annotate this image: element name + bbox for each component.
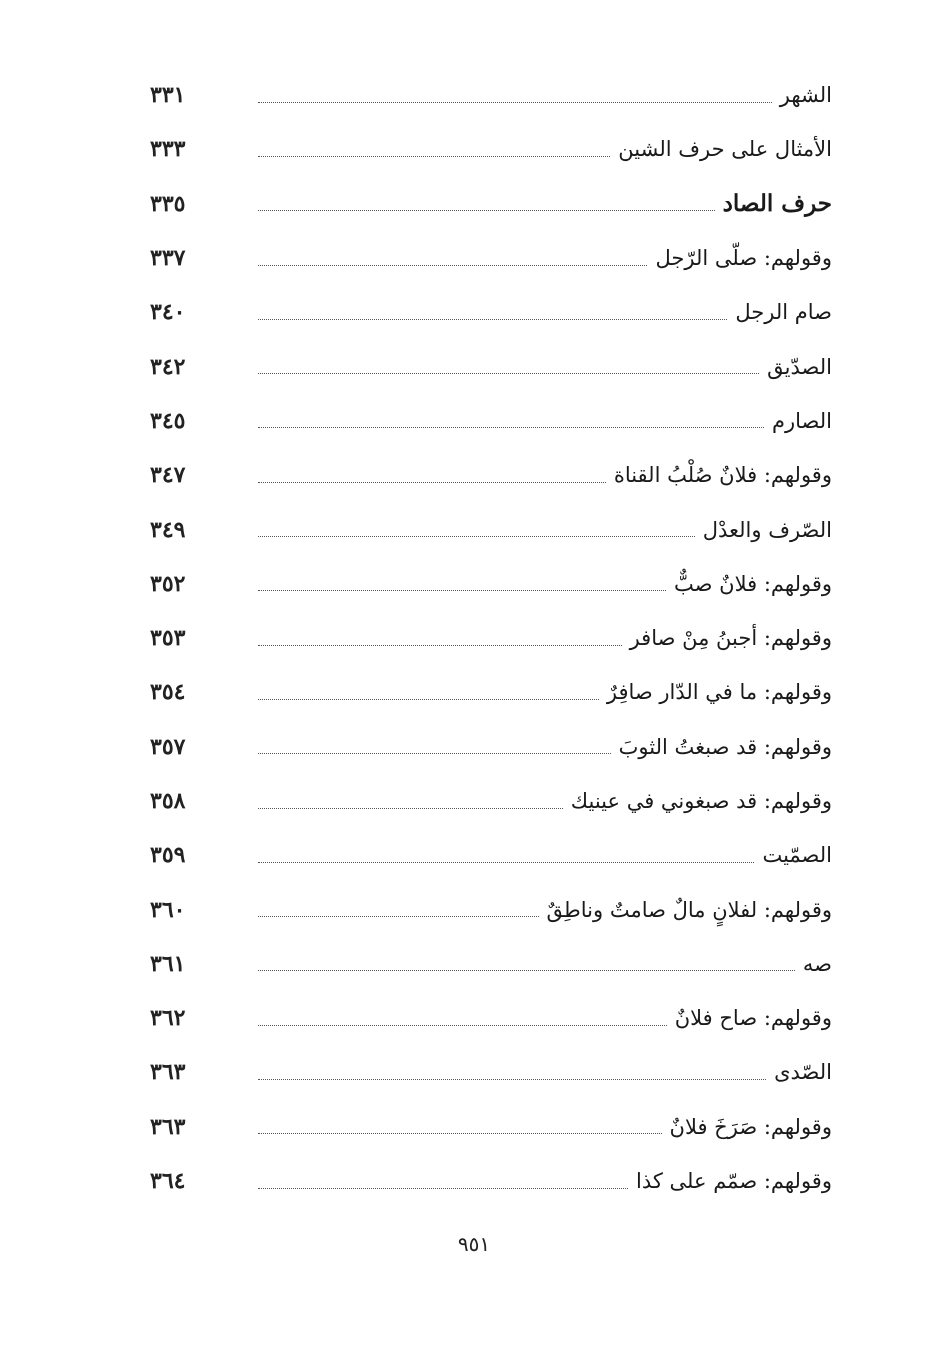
toc-entry-title: الصدّيق [767,354,832,379]
page-number: ٩٥١ [457,1232,491,1256]
table-of-contents [150,68,832,1208]
dot-leader [258,916,539,917]
toc-entry-title: وقولهم: صمّم على كذا [636,1169,832,1194]
toc-entry-title: وقولهم: فلانٌ صبٌّ [674,571,832,596]
toc-entry-row [150,339,832,393]
toc-entry-title: صام الرجل [735,300,832,325]
dot-leader [258,482,606,483]
toc-page-number: ٣٦٣ [150,1059,186,1086]
toc-entry-title: الصّدى [774,1060,832,1085]
toc-section-heading-row [150,177,832,231]
toc-entry-row [150,394,832,448]
dot-leader [258,1079,766,1080]
toc-entry-row [150,448,832,502]
toc-entry-row [150,502,832,556]
dot-leader [258,427,764,428]
toc-entry-row [150,720,832,774]
toc-page-number: ٣٤٠ [150,299,186,326]
toc-page-number: ٣٦٤ [150,1168,186,1195]
toc-page-number: ٣٣١ [150,82,186,109]
dot-leader [258,536,695,537]
toc-entry-title: الصارم [772,408,832,433]
toc-entry-row [150,937,832,991]
toc-entry-title: وقولهم: قد صبغوني في عينيك [570,789,832,813]
toc-entry-title: وقولهم: صلّى الرّجل [655,246,832,271]
toc-entry-row [150,1045,832,1099]
dot-leader [258,970,795,971]
toc-entry-row [150,557,832,611]
toc-entry-title: وقولهم: لفلانٍ مالٌ صامتٌ وناطِقٌ [546,897,832,922]
dot-leader [258,753,611,754]
toc-entry-row [150,122,832,176]
dot-leader [258,1025,667,1026]
dot-leader [258,156,610,157]
toc-entry-title: وقولهم: فلانٌ صُلْبُ القناة [613,463,832,488]
toc-page-number: ٣٤٢ [150,353,186,380]
toc-entry-title: الأمثال على حرف الشين [618,137,832,162]
toc-page-number: ٣٤٥ [150,407,186,434]
dot-leader [258,265,647,266]
toc-entry-row [150,285,832,339]
toc-page-number: ٣٣٣ [150,136,186,163]
toc-entry-row [150,231,832,285]
toc-entry-row [150,611,832,665]
toc-page-number: ٣٥٢ [150,570,186,597]
toc-page-number: ٣٦١ [150,950,186,977]
toc-page-number: ٣٤٩ [150,516,186,543]
toc-page-number: ٣٤٧ [150,462,186,489]
toc-entry-row [150,1100,832,1154]
toc-page-number: ٣٥٨ [150,788,186,814]
toc-page-number: ٣٣٧ [150,245,186,272]
toc-entry-title: الصّرف والعدْل [702,517,832,542]
toc-page-number: ٣٦٣ [150,1113,186,1140]
toc-page-number: ٣٥٤ [150,679,186,706]
toc-entry-row [150,828,832,882]
dot-leader [258,373,759,374]
dot-leader [258,862,754,863]
dot-leader [258,102,772,103]
toc-entry-title: وقولهم: صَرَخَ فلانٌ [669,1114,832,1139]
toc-page-number: ٣٥٣ [150,625,186,652]
toc-page-number: ٣٥٧ [150,733,186,760]
toc-entry-title: وقولهم: صاح فلانٌ [674,1006,832,1031]
toc-entry-row [150,665,832,719]
toc-entry-row [150,991,832,1045]
toc-entry-title: صه [802,951,832,976]
toc-entry-row [150,1154,832,1208]
dot-leader [258,1188,628,1189]
toc-entry-row [150,882,832,936]
toc-entry-title: الصمّيت [762,843,832,868]
dot-leader [258,319,727,320]
dot-leader [258,590,666,591]
dot-leader [258,808,563,809]
dot-leader [258,699,599,700]
toc-entry-title: الشهر [779,83,832,108]
toc-entry-title: وقولهم: ما في الدّار صافِرٌ [606,680,832,705]
dot-leader [258,210,715,211]
toc-page-number: ٣٥٩ [150,842,186,869]
dot-leader [258,1133,662,1134]
toc-page-number: ٣٦٠ [150,896,186,923]
toc-entry-row [150,68,832,122]
dot-leader [258,645,622,646]
toc-page-number: ٣٦٢ [150,1005,186,1032]
toc-entry-title: وقولهم: أجبنُ مِنْ صافر [629,626,832,651]
toc-page-number: ٣٣٥ [150,190,186,217]
toc-entry-row [150,774,832,828]
toc-entry-title: وقولهم: قد صبغتُ الثوبَ [618,734,832,759]
toc-section-heading: حرف الصاد [722,190,832,218]
